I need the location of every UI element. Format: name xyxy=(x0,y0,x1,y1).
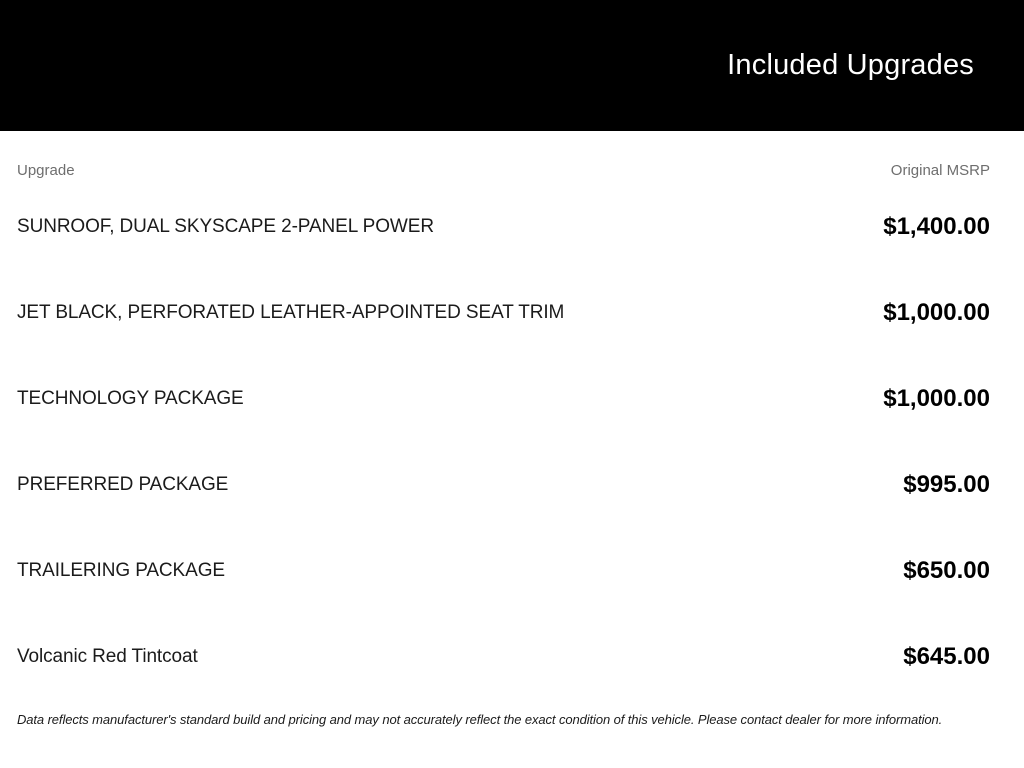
table-row xyxy=(17,270,990,356)
page-title: Included Upgrades xyxy=(727,49,974,81)
upgrade-name: TECHNOLOGY PACKAGE xyxy=(17,388,244,410)
table-row xyxy=(17,614,990,700)
upgrade-name: JET BLACK, PERFORATED LEATHER-APPOINTED SEAT TRIM xyxy=(17,302,565,324)
upgrade-msrp: $645.00 xyxy=(903,643,990,670)
included-upgrades-table xyxy=(0,162,1024,727)
column-header-upgrade: Upgrade xyxy=(17,162,75,179)
top-banner xyxy=(0,0,1024,131)
upgrade-name: PREFERRED PACKAGE xyxy=(17,474,229,496)
table-row xyxy=(17,356,990,442)
upgrade-name: TRAILERING PACKAGE xyxy=(17,560,225,582)
table-row xyxy=(17,528,990,614)
column-header-original-msrp: Original MSRP xyxy=(890,162,990,179)
table-row xyxy=(17,184,990,270)
table-row xyxy=(17,442,990,528)
upgrade-msrp: $1,400.00 xyxy=(883,213,990,240)
pricing-disclaimer: Data reflects manufacturer's standard build and pricing and may not accurately reflect the exact condition of this vehicle. Please contact dealer for more information. xyxy=(17,712,943,727)
upgrade-msrp: $1,000.00 xyxy=(883,385,990,412)
upgrade-name: SUNROOF, DUAL SKYSCAPE 2-PANEL POWER xyxy=(17,216,434,238)
upgrade-msrp: $650.00 xyxy=(903,557,990,584)
upgrade-msrp: $995.00 xyxy=(903,471,990,498)
upgrade-name: Volcanic Red Tintcoat xyxy=(17,646,198,668)
upgrade-msrp: $1,000.00 xyxy=(883,299,990,326)
table-body xyxy=(17,184,990,700)
table-column-headers xyxy=(17,162,990,179)
